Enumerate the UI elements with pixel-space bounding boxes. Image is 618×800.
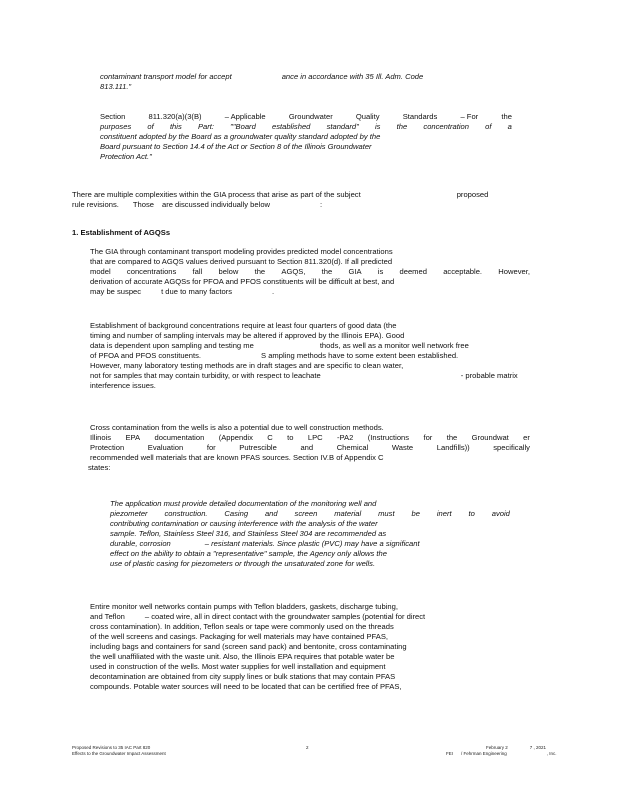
justified-line [100,122,512,132]
text-line: The GIA through contaminant transport modeling provides predicted model concentrations [90,247,393,256]
text-line: data is dependent upon sampling and testing me thods, as well as a monitor well network free [90,341,469,350]
paragraph-well-networks [90,602,530,692]
quote-line: The application must provide detailed documentation of the monitoring well and [110,499,377,508]
word: EPA [125,433,141,442]
text-line: may be suspec t due to many factors . [90,287,275,296]
word: is [377,267,384,276]
word: the [396,122,408,131]
justified-line [90,433,530,443]
word: for [423,433,433,442]
word: Groundwat [471,433,509,442]
word: deemed [399,267,427,276]
text-line: the well unaffiliated with the waste unit. Also, the Illinois EPA requires that potable water be [90,652,395,661]
text-line: compounds. Potable water sources will need to be located that can be certified free of PFAS, [90,682,402,691]
word: piezometer [110,509,148,518]
text-line: Entire monitor well networks contain pumps with Teflon bladders, gaskets, discharge tubing, [90,602,398,611]
quote-line: effect on the ability to obtain a "representative" sample, the Agency only allows the [110,549,387,558]
justified-line [100,112,512,122]
text-line: recommended well materials that are known PFAS sources. Section IV.B of Appendix C [90,453,384,462]
word: Standards [402,112,438,121]
word: acceptable. [443,267,483,276]
word: C [267,433,273,442]
word: Section [100,112,126,121]
word: model [90,267,111,276]
word: concentrations [126,267,177,276]
word: 811.320(a)(3(B) [148,112,202,121]
word: Quality [355,112,380,121]
word: Illinois [90,433,112,442]
text-line: decontamination are obtained from city supply lines or bulk stations that may contain PFAS [90,672,396,681]
section-definition-quote [100,112,512,162]
footer-date: February 2 7 , 2021 [486,745,547,750]
word: to [287,433,294,442]
word: avoid [491,509,510,518]
paragraph-cross-contamination [90,423,530,473]
word: Putrescible [239,443,277,452]
word: Chemical [336,443,369,452]
quote-line: contaminant transport model for accept ance in accordance with 35 Ill. Adm. Code [100,72,424,81]
word: construction. [164,509,208,518]
section-heading: 1. Establishment of AGQSs [72,228,171,237]
word: Part: [197,122,214,131]
word: the [321,267,333,276]
word: the [446,433,458,442]
intro-line: rule revisions. Those are discussed individually below : [72,200,323,209]
word: specifically [493,443,530,452]
quote-line: sample. Teflon, Stainless Steel 316, and Stainless Steel 304 are recommended as [110,529,387,538]
quote-line: contributing contamination or causing interference with the analysis of the water [110,519,378,528]
paragraph-background [90,321,530,391]
word: Groundwater [288,112,333,121]
word: and [264,509,278,518]
word: fall [192,267,203,276]
word: – For [460,112,479,121]
footer-subtitle: Effects to the Groundwater Impact Assessment [72,751,166,756]
word: inert [436,509,452,518]
text-line: used in construction of the wells. Most water supplies for well installation and equipment [90,662,386,671]
word: However, [498,267,530,276]
text-line: including bags and containers for sand (screen sand pack) and bentonite, cross contaminating [90,642,407,651]
word: must [378,509,395,518]
word: is [375,122,381,131]
text-line: derivation of accurate AGQSs for PFOA and PFOS constituents will be difficult at best, and [90,277,395,286]
quote-line: use of plastic casing for piezometers or through the unsaturated zone for wells. [110,559,376,568]
paragraph-gia [90,247,530,297]
text-line: Cross contamination from the wells is also a potential due to well construction methods. [90,423,384,432]
word: Casing [224,509,249,518]
footer-right [446,745,557,757]
text-line: not for samples that may contain turbidity, or with respect to leachate - probable matrix [90,371,518,380]
intro-paragraph [72,190,532,210]
text-line: cross contamination). In addition, Teflon seals or tape were commonly used on the threads [90,622,394,631]
word: the [501,112,512,121]
footer-left [72,745,166,757]
footer-company: FEI / Fehrman Engineering , Inc. [446,751,557,756]
word: for [206,443,216,452]
word: a [507,122,512,131]
quote-line: 813.111." [100,82,132,91]
word: -PA2 [337,433,354,442]
word: Evaluation [147,443,184,452]
text-line: and Teflon – coated wire, all in direct contact with the groundwater samples (potential for direct [90,612,426,621]
word: below [218,267,239,276]
word: of [147,122,154,131]
word: Landfills)) [436,443,470,452]
quote-line: constituent adopted by the Board as a groundwater quality standard adopted by the [100,132,381,141]
word: and [300,443,314,452]
word: of [485,122,492,131]
text-line: interference issues. [90,381,156,390]
word: LPC [307,433,323,442]
word: purposes [100,122,132,131]
word: er [523,433,530,442]
word: AGQS, [281,267,306,276]
word: standard" [326,122,359,131]
text-line: Establishment of background concentrations require at least four quarters of good data (the [90,321,397,330]
quote-continuation [100,72,500,92]
word: ""Board [230,122,256,131]
intro-line: There are multiple complexities within the GIA process that arise as part of the subject proposed [72,190,489,199]
text-line: of PFOA and PFOS constituents. S ampling methods have to some extent been established. [90,351,459,360]
word: established [271,122,311,131]
word: – Applicable [224,112,266,121]
word: concentration [423,122,469,131]
page-number: 2 [306,745,309,750]
word: documentation [154,433,205,442]
word: screen [294,509,318,518]
justified-line [90,267,530,277]
word: (Appendix [218,433,253,442]
word: Protection [90,443,125,452]
word: the [254,267,266,276]
word: (Instructions [367,433,410,442]
text-line: of the well screens and casings. Packaging for well materials may have contained PFAS, [90,632,388,641]
text-line: However, many laboratory testing methods are in draft stages and are specific to clean water, [90,361,404,370]
text-line: timing and number of sampling intervals may be altered if approved by the Illinois EPA). Good [90,331,405,340]
appendix-quote [110,499,510,569]
word: material [334,509,362,518]
footer-title: Proposed Revisions to 35 IAC Part 820 [72,745,151,750]
word: be [411,509,420,518]
quote-line: durable, corrosion – resistant materials. Since plastic (PVC) may have a significant [110,539,420,548]
word: this [169,122,182,131]
text-line: that are compared to AGQS values derived pursuant to Section 811.320(d). If all predicted [90,257,393,266]
quote-line: Protection Act." [100,152,152,161]
quote-line: Board pursuant to Section 14.4 of the Act or Section 8 of the Illinois Groundwater [100,142,372,151]
word: GIA [348,267,362,276]
justified-line [90,443,530,453]
justified-line [110,509,510,519]
text-line: states: [88,463,111,472]
word: to [468,509,475,518]
word: Waste [391,443,414,452]
